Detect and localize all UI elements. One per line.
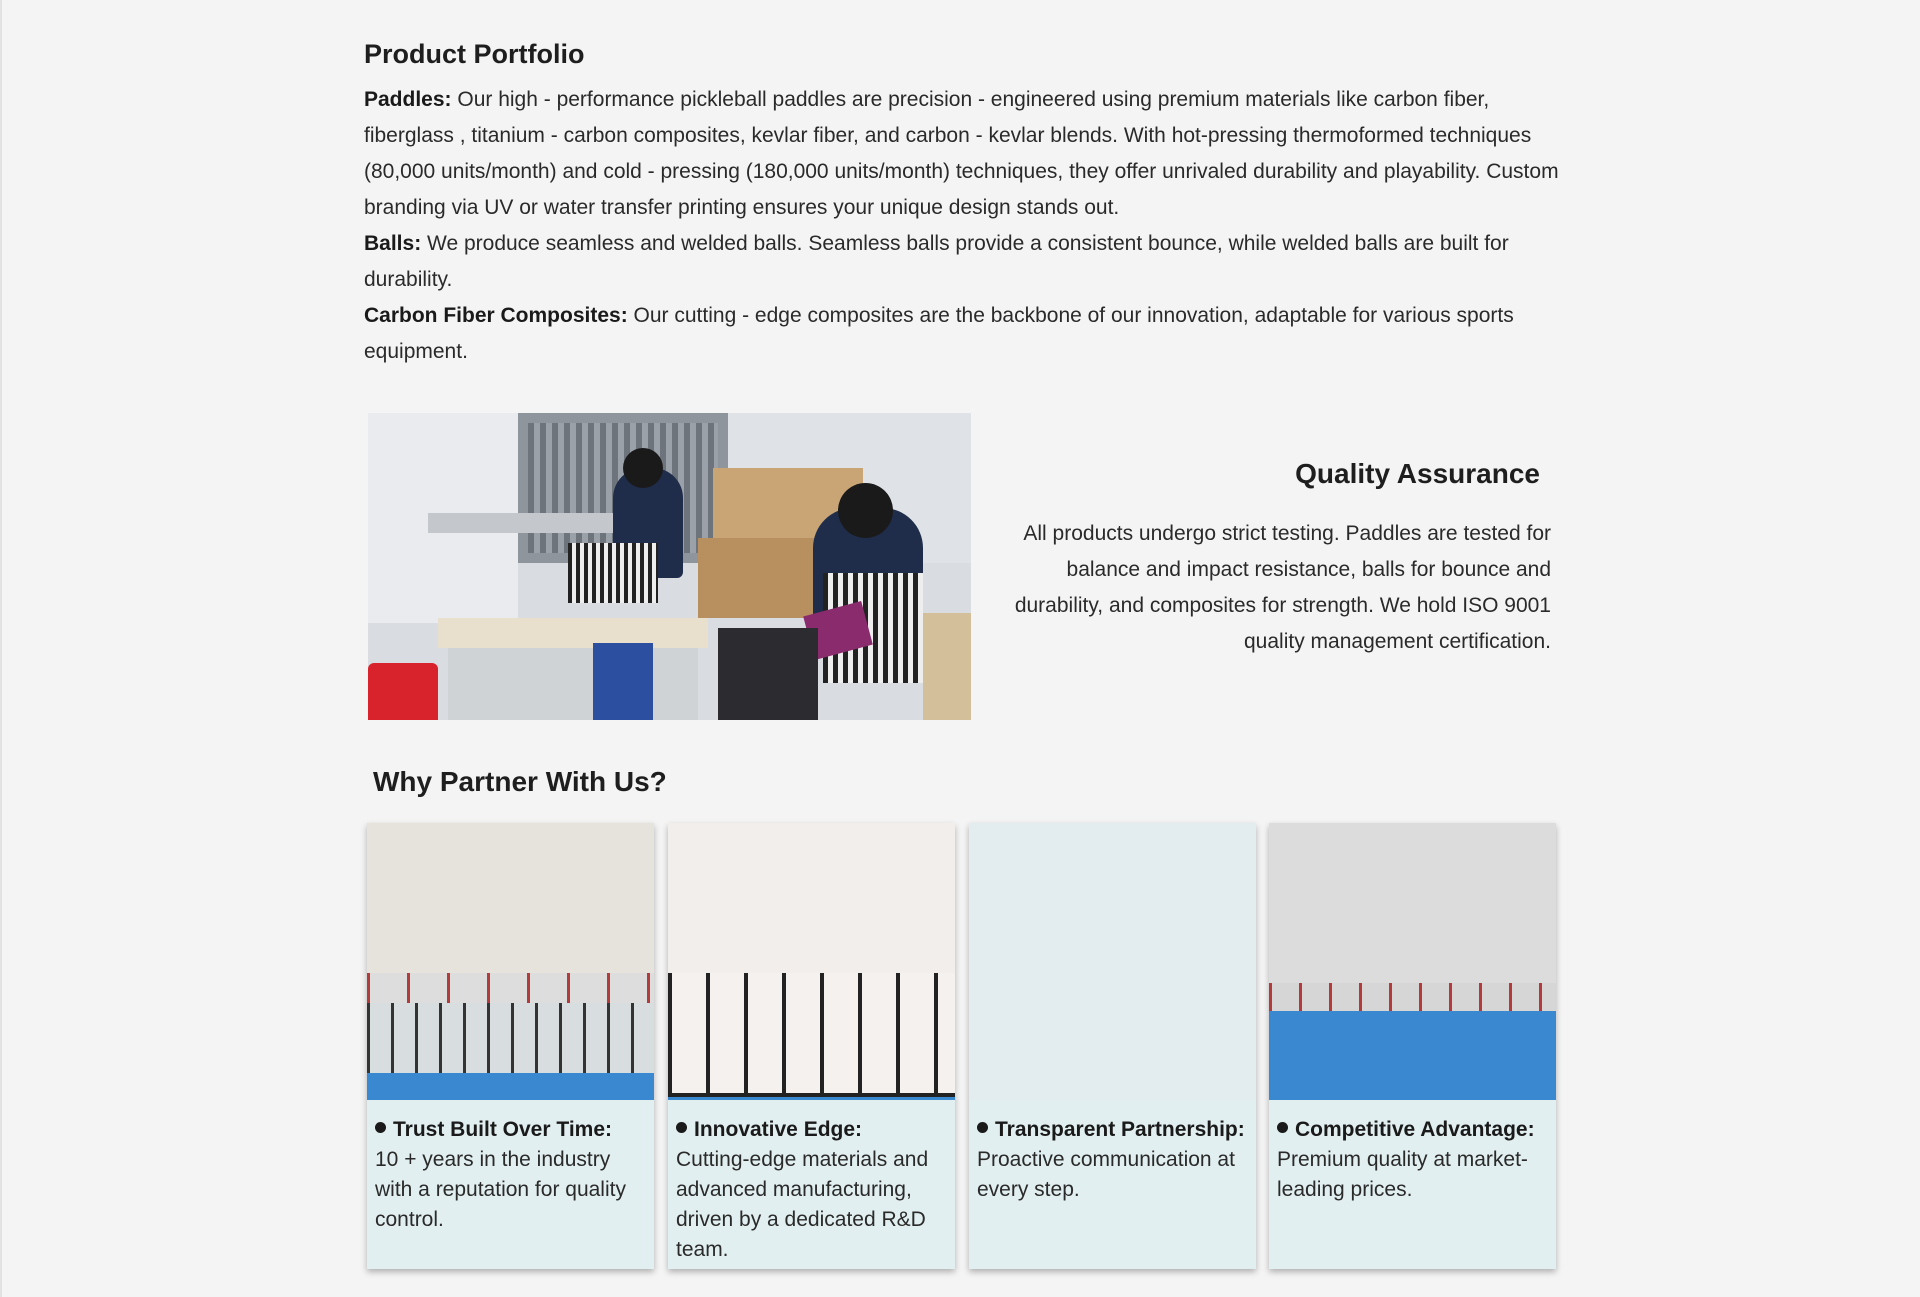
page-edge-divider (0, 0, 2, 1297)
paddles-text: Our high - performance pickleball paddles are precision - engineered using premium materials like carbon fiber, fiberglass , titanium - carbon composites, kevlar fiber, and carbon - kevlar blends. With hot-pressing thermoformed techniques (80,000 units/month) and cold - pressing (180,000 units/month) techniques, they offer unrivaled durability and playability. Custom branding via UV or water transfer printing ensures your unique design stands out. (364, 88, 1559, 219)
card-trust-body (375, 1115, 648, 1235)
bullet-icon (1277, 1122, 1288, 1133)
card-innovation-heading: Innovative Edge: (694, 1118, 863, 1141)
card-innovation-body (676, 1115, 949, 1265)
card-trust-text: 10 + years in the industry with a reputation for quality control. (375, 1148, 626, 1231)
bullet-icon (375, 1122, 386, 1133)
why-partner-title: Why Partner With Us? (373, 766, 667, 797)
composites-text: Our cutting - edge composites are the backbone of our innovation, adaptable for various sports equipment. (364, 304, 1514, 363)
manufacturing-machines-photo (668, 823, 955, 1100)
paddles-label: Paddles: (364, 88, 452, 111)
bullet-icon (977, 1122, 988, 1133)
factory-floor-photo (367, 823, 654, 1100)
bullet-icon (676, 1122, 687, 1133)
warehouse-stock-photo (1269, 823, 1556, 1100)
composites-paragraph (364, 298, 1584, 370)
quality-assurance-title: Quality Assurance (1295, 458, 1540, 489)
card-competitive-heading: Competitive Advantage: (1295, 1118, 1535, 1141)
card-innovation-text: Cutting-edge materials and advanced manufacturing, driven by a dedicated R&D team. (676, 1148, 929, 1261)
card-transparency-body (977, 1115, 1250, 1205)
partner-card-trust (367, 823, 654, 1269)
partner-card-innovation (668, 823, 955, 1269)
quality-assurance-text: All products undergo strict testing. Paddles are tested for balance and impact resistance, balls for bounce and durability, and composites for strength. We hold ISO 9001 quality management certification. (1014, 522, 1551, 653)
card-competitive-text: Premium quality at market-leading prices. (1277, 1148, 1528, 1201)
balls-text: We produce seamless and welded balls. Seamless balls provide a consistent bounce, while welded balls are built for durability. (364, 232, 1509, 291)
balls-paragraph (364, 226, 1584, 298)
balls-label: Balls: (364, 232, 422, 255)
quality-assurance-photo (368, 413, 971, 720)
business-meeting-photo (969, 823, 1256, 1100)
card-competitive-body (1277, 1115, 1550, 1205)
card-transparency-heading: Transparent Partnership: (995, 1118, 1245, 1141)
composites-label: Carbon Fiber Composites: (364, 304, 628, 327)
product-portfolio-section (364, 36, 1584, 370)
partner-card-transparency (969, 823, 1256, 1269)
card-trust-heading: Trust Built Over Time: (393, 1118, 612, 1141)
card-transparency-text: Proactive communication at every step. (977, 1148, 1235, 1201)
partner-card-competitive (1269, 823, 1556, 1269)
portfolio-title: Product Portfolio (364, 39, 585, 69)
paddles-paragraph (364, 82, 1584, 226)
